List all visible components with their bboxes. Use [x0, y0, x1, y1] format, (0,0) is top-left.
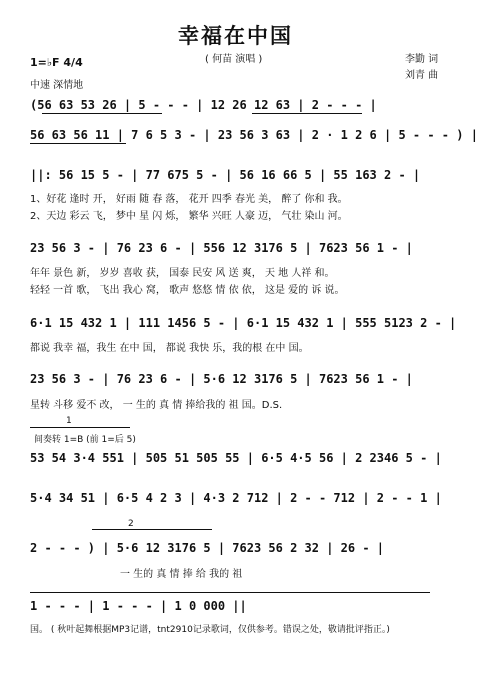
score-line-5: 6·1 15 432 1 | 111 1456 5 - | 6·1 15 432 1 | 555 5123 2 - |	[30, 316, 457, 330]
beam-underline	[30, 143, 126, 144]
score-line-2: 56 63 56 11 | 7 6 5 3 - | 23 56 3 63 | 2 · 1 2 6 | 5 - - - ) |	[30, 128, 478, 142]
lyrics-verse-1-line-4: 年年 景色 新， 岁岁 喜收 获， 国泰 民安 风 送 爽， 天 地 人祥 和。	[30, 268, 335, 279]
volta-bracket	[30, 427, 130, 428]
score-line-1: (56 63 53 26 | 5 - - - | 12 26 12 63 | 2 - - - |	[30, 98, 377, 112]
tie-line	[30, 592, 430, 593]
lyrics-line-6: 星转 斗移 爱不 改， 一 生的 真 情 捧给我的 祖 国。D.S.	[30, 400, 283, 411]
lyrics-verse-2-line-3: 2、天边 彩云 飞， 梦中 星 闪 烁， 繁华 兴旺 人豪 迈， 气壮 染山 河。	[30, 211, 348, 222]
lyrics-verse-2-line-4: 轻轻 一首 歌， 飞出 我心 窝， 歌声 悠悠 情 依 依， 这是 爱的 诉 说。	[30, 285, 345, 296]
beam-underline	[42, 113, 162, 114]
score-line-4: 23 56 3 - | 76 23 6 - | 556 12 3176 5 | 7623 56 1 - |	[30, 241, 413, 255]
score-line-7: 53 54 3·4 551 | 505 51 505 55 | 6·5 4·5 56 | 2 2346 5 - |	[30, 451, 442, 465]
tempo-marking: 中速 深情地	[30, 80, 84, 91]
volta-number: 2	[128, 519, 134, 529]
score-line-9: 2 - - - ) | 5·6 12 3176 5 | 7623 56 2 32 | 26 - |	[30, 541, 385, 555]
volta-bracket	[92, 529, 212, 530]
score-line-3: ||: 56 15 5 - | 77 675 5 - | 56 16 66 5 | 55 163 2 - |	[30, 168, 421, 182]
beam-underline	[252, 113, 362, 114]
lyrics-line-5: 都说 我幸 福，我生 在中 国， 都说 我快 乐，我的根 在中 国。	[30, 343, 309, 354]
interlude-label: 间奏转 1=B (前 1=后 5)	[34, 435, 136, 445]
footer-note: 国。 ( 秋叶起舞根据MP3记谱，tnt2910记录歌词，仅供参考。错误之处，敬请批评指正。)	[30, 625, 390, 635]
score-line-8: 5·4 34 51 | 6·5 4 2 3 | 4·3 2 712 | 2 - - 712 | 2 - - 1 |	[30, 491, 442, 505]
lyricist-credit: 李勤 词	[405, 54, 439, 65]
song-title: 幸福在中国	[178, 24, 293, 48]
score-line-10: 1 - - - | 1 - - - | 1 0 000 ||	[30, 599, 247, 613]
score-line-6: 23 56 3 - | 76 23 6 - | 5·6 12 3176 5 | 7623 56 1 - |	[30, 372, 413, 386]
key-signature: 1=♭F 4/4	[30, 56, 83, 69]
composer-credit: 刘青 曲	[405, 70, 439, 81]
lyrics-verse-1-line-3: 1、好花 逢时 开， 好雨 随 春 落， 花开 四季 春光 美， 醉了 你和 我。	[30, 194, 348, 205]
lyrics-line-9: 一 生的 真 情 捧 给 我的 祖	[120, 569, 243, 580]
performer-subtitle: ( 何苗 演唱 )	[205, 54, 263, 65]
volta-number: 1	[66, 416, 72, 426]
